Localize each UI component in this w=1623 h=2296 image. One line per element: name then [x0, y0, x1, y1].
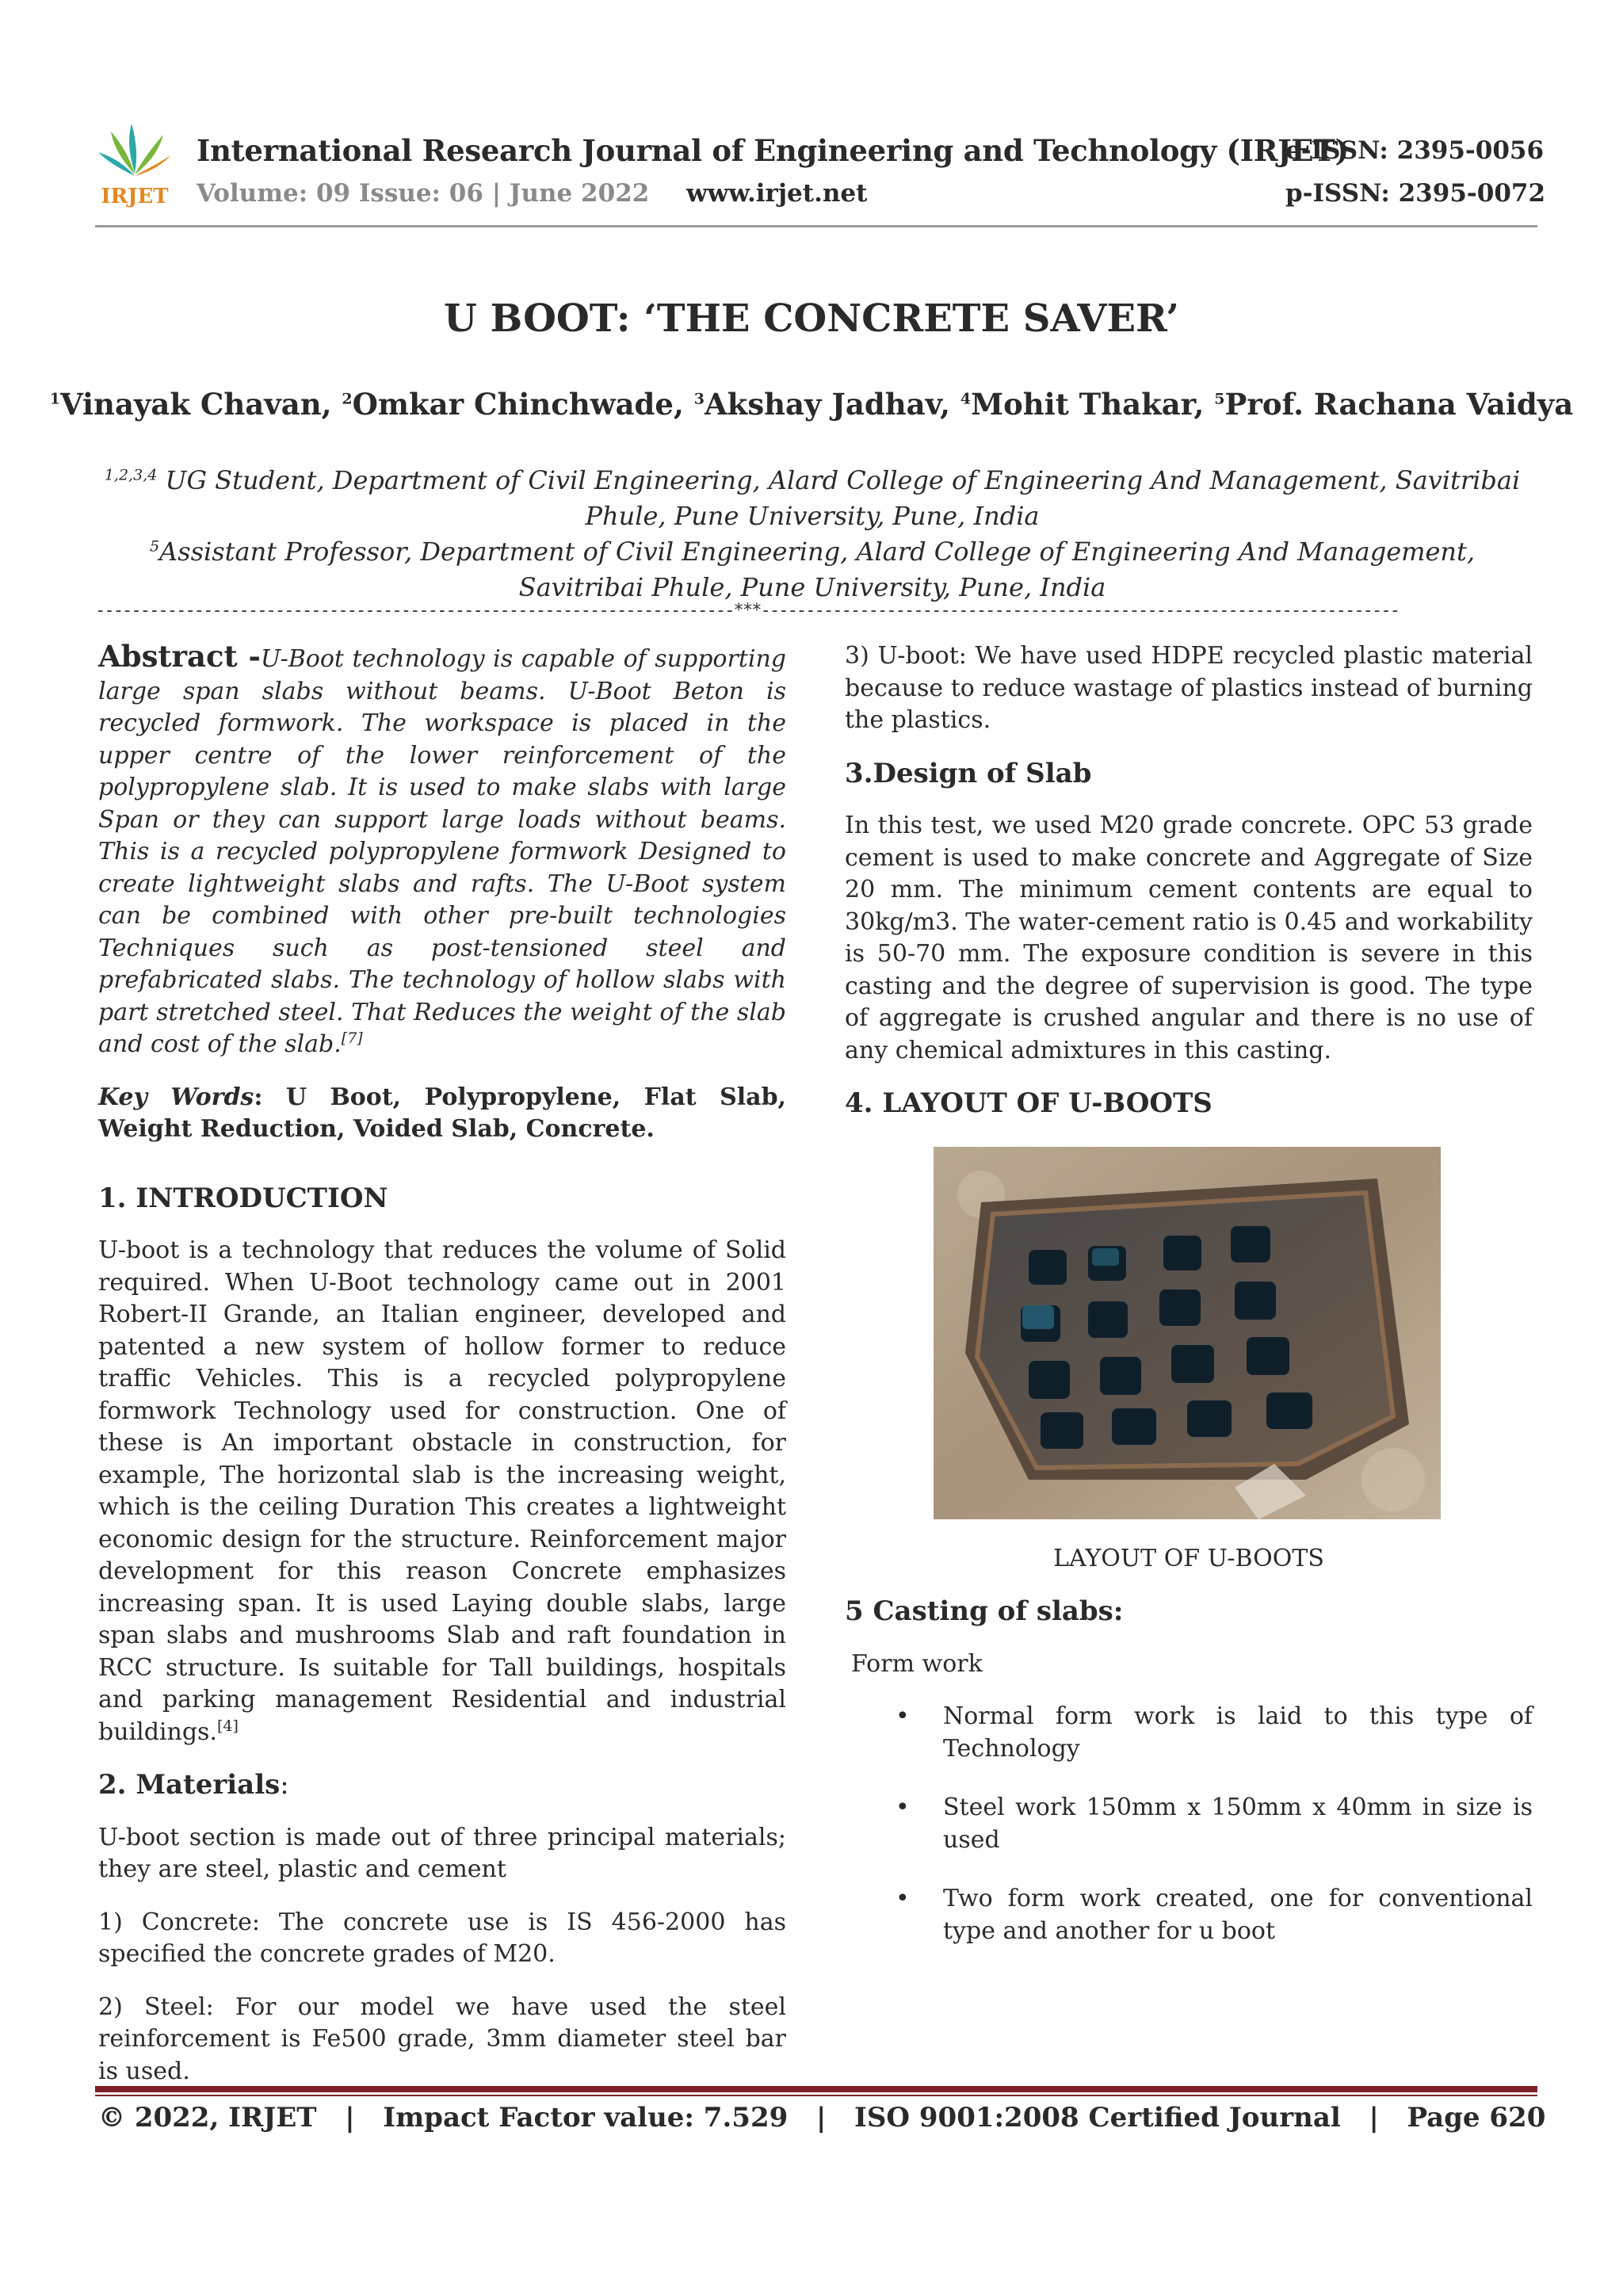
author: $^1$Vinayak Chavan, [49, 387, 342, 422]
footer-rule-thin [95, 2095, 1537, 2096]
bullet-icon: • [896, 1885, 910, 1912]
right-column [845, 640, 1533, 1974]
bullet-icon: • [896, 1702, 910, 1730]
figure-caption: LAYOUT OF U-BOOTS [1053, 1544, 1324, 1572]
footer-separator: | [345, 2102, 355, 2134]
affiliation-2: $^5$Assistant Professor, Department of Civil Engineering, Alard College of Engineering And Management, Savitribai Phule, Pune University, Pune, India [149, 537, 1476, 602]
section-heading-casting: 5 Casting of slabs: [845, 1595, 1124, 1627]
abstract: Abstract -U-Boot technology is capable of supporting large span slabs without beams. U-Boot Beton is recycled formwork. The workspace is placed in the upper centre of the lower reinforcement of the polypropylene slab. It is used to make slabs with large Span or they can support large loads without beams. This is a recycled polypropylene formwork Designed to create lightweight slabs and rafts. The U-Boot system can be combined with other pre-built technologies Techniques such as post-tensioned steel and prefabricated slabs. The technology of hollow slabs with part stretched steel. That Reduces the weight of the slab and cost of the slab.[7] [98, 639, 786, 1058]
journal-title: International Research Journal of Engineering and Technology (IRJET) [197, 133, 1349, 168]
section-heading-materials: 2. Materials: [98, 1769, 289, 1801]
materials-concrete: 1) Concrete: The concrete use is IS 456-2000 has specified the concrete grades of M20. [98, 1908, 786, 1968]
formwork-list [845, 1701, 1533, 1947]
materials-steel: 2) Steel: For our model we have used the steel reinforcement is Fe500 grade, 3mm diameter steel bar is used. [98, 1992, 786, 2085]
irjet-logo [95, 117, 174, 212]
author: $^2$Omkar Chinchwade, [342, 387, 694, 422]
section-heading-layout: 4. LAYOUT OF U-BOOTS [845, 1087, 1212, 1119]
author-list [0, 387, 1623, 422]
list-item: • Normal form work is laid to this type of Technology [896, 1702, 1533, 1763]
page-number: Page 620 [1407, 2102, 1546, 2134]
formwork-label: Form work [851, 1649, 983, 1678]
bullet-icon: • [896, 1794, 910, 1821]
footer-copyright: © 2022, IRJET [98, 2102, 317, 2134]
list-item: • Steel work 150mm x 150mm x 40mm in size is used [896, 1794, 1533, 1854]
page-footer [98, 2102, 1545, 2134]
materials-uboot: 3) U-boot: We have used HDPE recycled plastic material because to reduce wastage of plastics instead of burning the plastics. [845, 642, 1533, 734]
left-column [98, 640, 786, 2088]
paper-title: U BOOT: ‘THE CONCRETE SAVER’ [444, 296, 1179, 341]
design-text: In this test, we used M20 grade concrete. OPC 53 grade cement is used to make concrete and Aggregate of Size 20 mm. The minimum cement contents are equal to 30kg/m3. The water-cement ratio is 0.45 and workability is 50-70 mm. The exposure condition is severe in this casting and the degree of supervision is good. The type of aggregate is crushed angular and there is no use of any chemical admixtures in this casting. [845, 812, 1533, 1064]
section-heading-introduction: 1. INTRODUCTION [98, 1182, 388, 1214]
logo-text: IRJET [101, 185, 169, 208]
website-link[interactable]: www.irjet.net [686, 179, 868, 208]
footer-separator: | [815, 2102, 827, 2134]
pissn: p-ISSN: 2395-0072 [1285, 179, 1546, 208]
footer-rule [95, 2086, 1537, 2092]
footer-impact-factor: Impact Factor value: 7.529 [383, 2102, 789, 2134]
header-rule [95, 225, 1537, 227]
footer-separator: | [1369, 2102, 1379, 2134]
introduction-text: U-boot is a technology that reduces the volume of Solid required. When U-Boot technology came out in 2001 Robert-II Grande, an Italian engineer, developed and patented a new system of hollow former to reduce traffic Vehicles. This is a recycled polypropylene formwork Technology used for construction. One of these is An important obstacle in construction, for example, The horizontal slab is the increasing weight, which is the ceiling Duration This creates a lightweight economic design for the structure. Reinforcement major development for this reason Concrete emphasizes increasing span. It is used Laying double slabs, large span slabs and mushrooms Slab and raft foundation in RCC structure. Is suitable for Tall buildings, hospitals and parking management Residential and industrial buildings.[4] [98, 1236, 786, 1746]
section-heading-design: 3.Design of Slab [845, 757, 1092, 789]
uboot-photo [934, 1147, 1441, 1519]
keywords: Key Words: U Boot, Polypropylene, Flat Slab, Weight Reduction, Voided Slab, Concrete. [98, 1083, 786, 1143]
list-item: • Two form work created, one for conventional type and another for u boot [896, 1885, 1533, 1945]
figure-uboot-layout-photo [934, 1147, 1441, 1519]
author: $^4$Mohit Thakar, [960, 387, 1215, 422]
eissn: e-ISSN: 2395-0056 [1285, 136, 1545, 165]
author: $^5$Prof. Rachana Vaidya [1214, 387, 1574, 422]
author: $^3$Akshay Jadhav, [693, 387, 960, 422]
affiliation-1: $^{1,2,3,4}$ UG Student, Department of Civil Engineering, Alard College of Engineering And Management, Savitribai Phule, Pune University, Pune, India [104, 465, 1521, 531]
section-divider: -----------------------------------------------------------------------***----------------------------------------------------------------------- [95, 601, 1400, 621]
affiliations [95, 463, 1529, 606]
footer-iso: ISO 9001:2008 Certified Journal [854, 2102, 1341, 2134]
materials-intro: U-boot section is made out of three principal materials; they are steel, plastic and cement [98, 1823, 786, 1883]
volume-issue: Volume: 09 Issue: 06 | June 2022 [197, 179, 650, 208]
